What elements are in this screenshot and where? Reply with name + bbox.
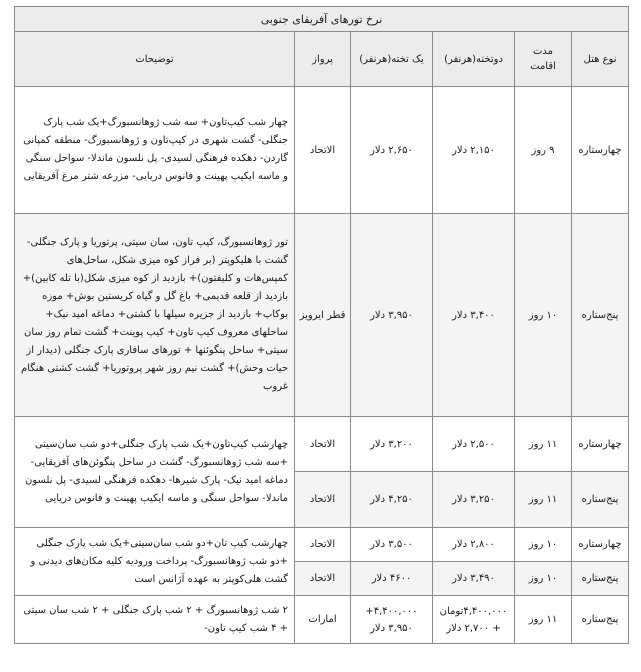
cell-flight: الاتحاد (295, 472, 351, 528)
cell-flight: الاتحاد (295, 87, 351, 214)
cell-stay: ۱۱ روز (515, 472, 572, 528)
cell-stay: ۱۱ روز (515, 596, 572, 644)
cell-single: ۳,۹۵۰ دلار (351, 214, 433, 417)
table-row (15, 417, 629, 472)
cell-stay: ۱۰ روز (515, 214, 572, 417)
cell-single: ۳,۵۰۰ دلار (351, 528, 433, 562)
table-row (15, 214, 629, 417)
table-row (15, 528, 629, 562)
cell-single: ۴۶۰۰ دلار (351, 562, 433, 596)
cell-double: ۲,۵۰۰ دلار (433, 417, 515, 472)
cell-desc: تور ژوهانسبورگ، کیپ تاون، سان سیتی، پرتوریا و پارک جنگلی- گشت با هلیکوپتر (بر فراز کوه میزی شکل، ساحل‌های کمپس‌هات و کلیفتون)+ بازدید از کوه میزی شکل(با تله کابین)+ بازدید از قلعه قدیمی+ باغ گل و گیاه کریستین بوش+ موزه بوکاپ+ بازدید از جزیره سیلها با کشتی+ دماغه امید نیک+ ساحلهای معروف کیپ تاون+ کیپ پوینت+ گشت تمام روز سان سیتی+ ساحل پنگوئنها + تورهای سافاری پارک جنگلی (دیدار از حیات وحش)+ گشت نیم روز شهر پروتوریا+ گشت کشتی هنگام غروب (15, 214, 295, 417)
cell-double: ۴,۴۰۰,۰۰۰تومان + ۲,۷۰۰ دلار (433, 596, 515, 644)
header-flight: پرواز (295, 32, 351, 87)
header-double: دوتخته(هرنفر) (433, 32, 515, 87)
cell-single: ۴,۴۰۰,۰۰۰+ ۳,۹۵۰ دلار (351, 596, 433, 644)
cell-flight: الاتحاد (295, 417, 351, 472)
cell-hotel: چهارستاره (572, 417, 629, 472)
cell-desc: چهارشب کیپ‌تاون+یک شب پارک جنگلی+دو شب سان‌سیتی +سه شب ژوهانسبورگ- گشت در ساحل پنگوئن‌های آفریقایی- دماغه امید نیک- پارک شیرها- دهکده فرهنگی لسیدی- پل نلسون ماندلا- سواحل سنگی و ماسه ایکیپ پهینت و فانوس دریایی (15, 417, 295, 528)
cell-stay: ۱۰ روز (515, 528, 572, 562)
cell-flight: امارات (295, 596, 351, 644)
header-hotel: نوع هتل (572, 32, 629, 87)
cell-hotel: پنج‌ستاره (572, 214, 629, 417)
cell-flight: الاتحاد (295, 528, 351, 562)
cell-stay: ۹ روز (515, 87, 572, 214)
cell-desc: ۲ شب ژوهانسبورگ + ۲ شب پارک جنگلی + ۲ شب سان سیتی + ۴ شب کیپ تاون- (15, 596, 295, 644)
cell-desc: چهار شب کیپ‌تاون+ سه شب ژوهانسبورگ+یک شب پارک جنگلی- گشت شهری در کیپ‌تاون و ژوهانسبورگ- منطقه کمپانی گاردن- دهکده فرهنگی لسیدی- پل نلسون ماندلا- سواحل سنگی و ماسه ایکیپ پهینت و فانوس دریایی- مزرعه شتر مرغ آفریقایی (15, 87, 295, 214)
table-title: نرخ تورهای آفریقای جنوبی (15, 7, 629, 32)
cell-hotel: پنج‌ستاره (572, 562, 629, 596)
cell-desc: چهارشب کیپ تان+دو شب سان‌سیتی+یک شب پارک جنگلی +دو شب ژوهانسبورگ- پرداخت ورودیه کلیه مکان‌های دیدنی و گشت هلی‌کوپتر به عهده آژانس است (15, 528, 295, 596)
cell-single: ۳,۲۰۰ دلار (351, 417, 433, 472)
header-desc: توضیحات (15, 32, 295, 87)
cell-stay: ۱۱ روز (515, 417, 572, 472)
tour-price-table (14, 6, 629, 644)
table-row (15, 87, 629, 214)
cell-single: ۲,۶۵۰ دلار (351, 87, 433, 214)
table-row (15, 596, 629, 644)
cell-double: ۲,۱۵۰ دلار (433, 87, 515, 214)
cell-single: ۴,۲۵۰ دلار (351, 472, 433, 528)
header-stay: مدت اقامت (515, 32, 572, 87)
cell-double: ۳,۴۹۰ دلار (433, 562, 515, 596)
cell-hotel: چهارستاره (572, 528, 629, 562)
tour-price-table-container (14, 6, 628, 644)
cell-double: ۳,۲۵۰ دلار (433, 472, 515, 528)
cell-flight: الاتحاد (295, 562, 351, 596)
cell-flight: قطر ایرویز (295, 214, 351, 417)
cell-double: ۲,۸۰۰ دلار (433, 528, 515, 562)
cell-hotel: پنج‌ستاره (572, 472, 629, 528)
cell-stay: ۱۰ روز (515, 562, 572, 596)
cell-double: ۳,۴۰۰ دلار (433, 214, 515, 417)
header-single: یک تخته(هرنفر) (351, 32, 433, 87)
cell-hotel: پنج‌ستاره (572, 596, 629, 644)
cell-hotel: چهارستاره (572, 87, 629, 214)
